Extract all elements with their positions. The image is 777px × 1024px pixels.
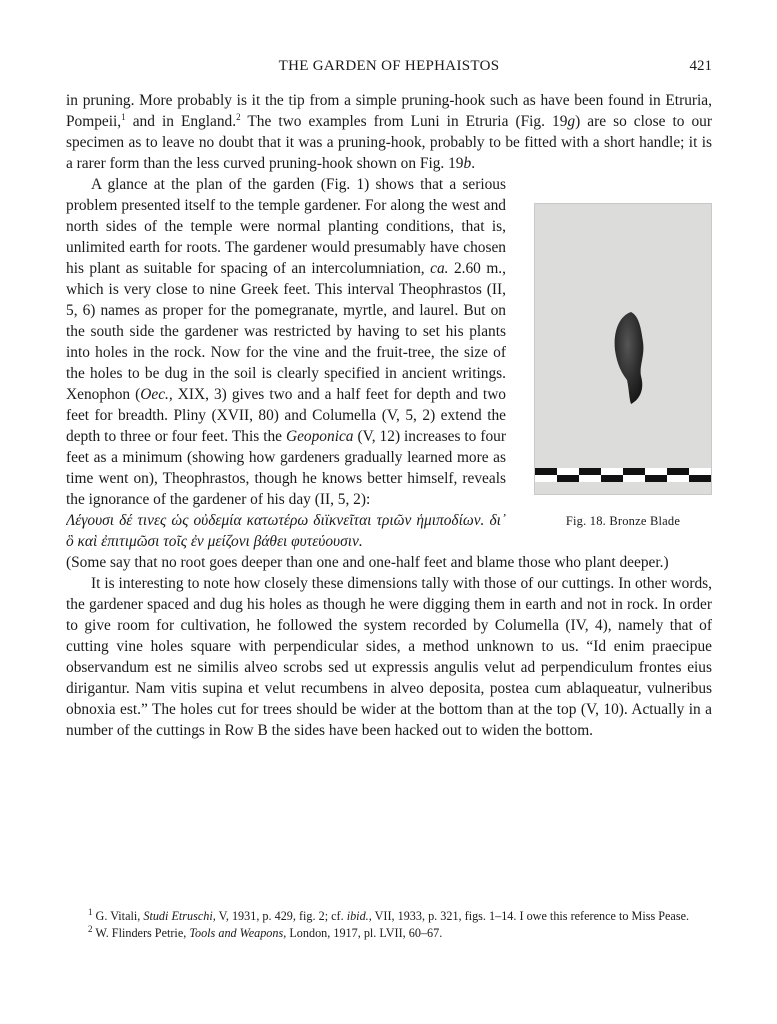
figure-18	[534, 203, 712, 532]
page-number: 421	[689, 58, 712, 74]
paragraph-1: in pruning. More probably is it the tip from a simple pruning-hook such as have been found in Etruria, Pompeii,$^1$ and in England.$^2$ The two examples from Luni in Etruria (Fig. 19g) are so close to our specimen as to leave no doubt that it was a pruning-hook, probably to be fitted with a short handle; it is a rarer form than the less curved pruning-hook shown on Fig. 19b.	[66, 92, 712, 172]
figure-wrap-section	[66, 174, 712, 573]
footnote-1: $^1$ G. Vitali, Studi Etruschi, V, 1931, p. 429, fig. 2; cf. ibid., VII, 1933, p. 321, figs. 1–14. I owe this reference to Miss Pease.	[88, 906, 690, 923]
bronze-blade-photo	[534, 203, 712, 495]
paragraph-3: It is interesting to note how closely these dimensions tally with those of our cuttings. In other words, the gardener spaced and dug his holes as though he were digging them in earth and not in rock. In order to give room for cultivation, he followed the system recorded by Columella (IV, 4), namely that of cutting vine holes square with perpendicular sides, a method unknown to us. “Id enim praecipue observandum est ne similis alveo scrobs sed ut expressis angulis velut ad perpendiculum frontes eius dirigantur. Nam vitis supina et velut recumbens in alveo deposita, postea cum ablaqueatur, vulneribus obnoxia est.” The holes cut for trees should be wider at the bottom than at the top (V, 10). Actually in a number of the cuttings in Row B the sides have been hacked out to widen the bottom.	[66, 575, 712, 739]
figure-caption: Fig. 18. Bronze Blade	[565, 514, 681, 528]
footnotes	[66, 908, 712, 942]
footnote-ref-2: 2	[236, 111, 241, 122]
scale-bar	[535, 468, 711, 482]
quotation-translation: (Some say that no root goes deeper than one and one-half feet and blame those who plant deeper.)	[66, 554, 669, 571]
running-title: THE GARDEN OF HEPHAISTOS	[278, 58, 500, 74]
bronze-blade-shape	[615, 312, 644, 404]
paragraph-2: A glance at the plan of the garden (Fig. 1) shows that a serious problem presented itself to the temple gardener. For along the west and north sides of the temple were normal planting conditions, that is, unlimited earth for roots. The gardener would presumably have chosen his plant as suitable for spacing of an intercolumniation, ca. 2.60 m., which is very close to nine Greek feet. This interval Theophrastos (II, 5, 6) names as proper for the pomegranate, myrtle, and laurel. But on the south side the gardener was restricted by having to set his plants into holes in the rock. Now for the vine and the fruit-tree, the size of the holes to be dug in the soil is clearly specified in ancient writings. Xenophon (Oec., XIX, 3) gives two and a half feet for depth and two feet for breadth. Pliny (XVII, 80) and Columella (V, 5, 2) extend the depth to three or four feet. This the Geoponica (V, 12) increases to four feet as a minimum (showing how gardeners gradually learned more as time went on), Theophrastos, though he knows better himself, reveals the ignorance of the gardener of his day (II, 5, 2):	[66, 176, 506, 508]
bronze-blade-image	[535, 204, 711, 494]
running-header	[66, 58, 712, 80]
footnote-ref-1: 1	[121, 111, 126, 122]
greek-quotation: Λέγουσι δέ τινες ὡς οὐδεμία κατωτέρω διϊκνεῖται τριῶν ἡμιποδίων. δι᾽ ὃ καὶ ἐπιτιμῶσι τοῖς ἐν μείζονι βάθει φυτεύουσιν.	[66, 512, 506, 550]
footnote-2: $^2$ W. Flinders Petrie, Tools and Weapons, London, 1917, pl. LVII, 60–67.	[88, 923, 443, 940]
main-text	[66, 90, 712, 741]
